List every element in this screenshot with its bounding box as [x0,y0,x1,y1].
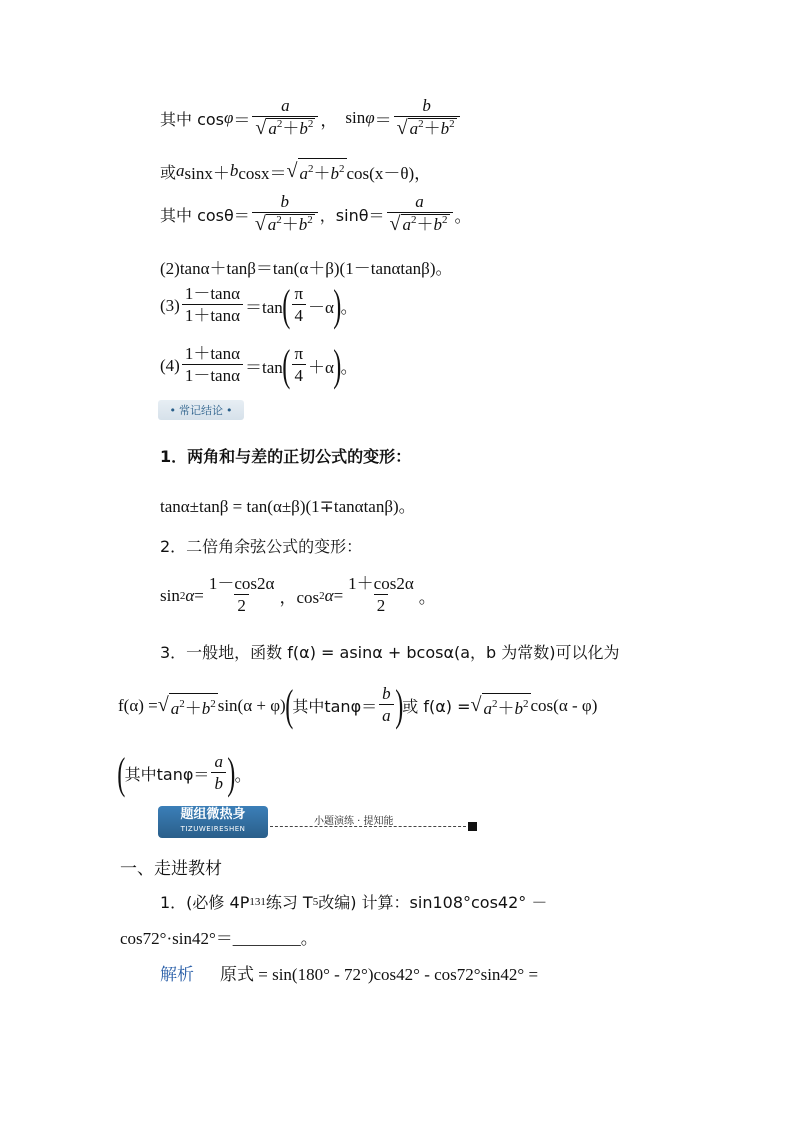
var-a: a [176,161,185,180]
frac-sin-num: 1－cos2α [208,574,275,593]
f-alpha: f(α) = [118,695,158,715]
fraction-theta-b [252,192,318,236]
item-3: (3) $\frac{1-\tan\alpha}{1+\tan\alpha}$ ＝tan ( $\frac{\pi}{4}$ －α ) 。 [160,280,358,330]
equals-2: ＝ [374,110,392,130]
conclusion-2-title: 2．二倍角余弦公式的变形： [160,537,363,556]
text-prefix: 其中 cos [160,109,225,129]
frac-b-a [379,684,394,727]
frac-cos-num: 1＋cos2α [348,574,414,593]
tanphi-text: 其中tanφ＝ [292,697,378,716]
item-3-eq: ＝tan [245,298,283,317]
item-4: (4) $\frac{1+\tan\alpha}{1-\tan\alpha}$ ＝tan ( $\frac{\pi}{4}$ ＋α ) 。 [160,340,358,390]
sinx-part: sinx＋ [184,163,230,183]
item-4-pi-frac [291,344,306,387]
denominator-b: √ $a^2+b^2$ [394,116,460,140]
item-4-num: 1＋tanα [184,344,241,363]
frac-a-b [211,752,226,795]
c3-end: 。 [234,766,252,785]
item-3-den: 1＋tanα [182,304,243,327]
theta-prefix: 其中 cosθ＝ [160,205,250,225]
sin-label: sin [345,108,366,127]
theta-end: 。 [454,206,472,226]
var-b: b [229,161,239,180]
conclusion-2-formula: sin 2 α = $\frac{1-\cos 2\alpha}{2}$ ，cos 2 α = $\frac{1+\cos 2\alpha}{2}$ 。 [160,574,436,615]
fraction-theta-a [387,192,453,236]
item-3-num: 1－tanα [184,284,241,303]
denominator-theta-b: √ $a^2+b^2$ [252,212,318,236]
frac-b-2: b [211,772,226,795]
banner-dashed-line [270,826,466,827]
q1-start: 1．(必修 4P [160,893,250,912]
numerator-b: b [422,96,431,115]
frac-b: b [382,684,391,703]
c2-end: 。 [418,588,436,607]
item-4-eq: ＝tan [245,358,283,377]
phi-symbol: φ [224,108,234,127]
banner-badge [158,806,268,838]
pi: π [294,284,304,303]
item-3-end: 。 [340,298,358,317]
answer-label: 解析 [160,965,194,985]
badge-dot-right: • [226,403,233,417]
banner-title: 题组微热身 [180,807,246,822]
sqrt-ab: $a^2+b^2$ [298,158,347,184]
item-4-label: (4) [160,355,180,375]
sin-text: sin [160,585,180,605]
item-3-label: (3) [160,295,180,315]
denominator: √ $a^2+b^2$ [252,116,318,140]
item-2 [160,254,452,279]
section-badge [158,400,244,420]
cosx-part: cosx＝ [238,163,287,183]
question-1-line2: cos72°·sin42°＝________。 [120,929,318,948]
item-3-fraction [182,284,243,327]
exercise-heading: 一、走进教材 [120,859,222,879]
four: 4 [292,304,307,327]
item-4-tail: ＋α [308,358,334,377]
frac-cos-den: 2 [374,594,389,617]
numerator: a [281,96,290,115]
frac-a: a [379,704,394,727]
tanphi-text-2: 其中tanφ＝ [124,765,210,784]
conclusion-3-title: 3．一般地，函数 f(α) = asinα + bcosα(a，b 为常数)可以化为 [160,643,620,662]
banner-end-square [468,822,477,831]
cos-alpha-phi: cos(α - φ) [530,695,598,715]
badge-dot-left: • [169,403,176,417]
fraction-a [252,96,318,140]
sin-alpha-phi: sin(α + φ) [217,695,286,715]
formula-or: 或 a sinx＋ b cosx＝ √ $a^2+b^2$ cos(x－θ)， [160,159,432,183]
banner-right-text: 小题演练 · 提知能 [314,816,394,827]
numerator-theta-a: a [415,192,424,211]
equals: ＝ [233,110,251,130]
theta-sep: ，sinθ＝ [319,205,385,225]
banner-subtitle: TIZUWEIRESHEN [180,825,246,833]
cos-tail: cos(x－θ)， [346,163,432,183]
frac-cos-sq [345,574,417,617]
denominator-theta-a: √ $a^2+b^2$ [387,212,453,236]
cos-text: ，cos [279,588,320,607]
item-3-pi-frac [291,284,306,327]
q1-mid: 练习 T [265,893,313,912]
item-3-tail: －α [308,298,334,317]
frac-a-2: a [214,752,223,771]
fraction-b [394,96,460,140]
phi-symbol-2: φ [365,108,375,127]
item-4-den: 1－tanα [182,364,243,387]
frac-sin-sq [206,574,278,617]
item-4-end: 。 [340,358,358,377]
formula-theta [160,192,472,236]
or-text: 或 [160,162,177,182]
q1-tail: 改编) 计算：sin108°cos42° － [318,893,548,912]
formula-cos-sin-phi [160,96,462,140]
pi-2: π [294,344,304,363]
badge-label: 常记结论 [179,404,223,417]
item-4-fraction [182,344,243,387]
section-banner [158,804,484,842]
or-f-alpha: 或 f(α) = [402,697,471,716]
frac-sin-den: 2 [234,594,249,617]
question-1-line1: 1．(必修 4P 131 练习 T 5 改编) 计算：sin108°cos42° － [160,890,547,913]
numerator-theta-b: b [280,192,290,211]
conclusion-3-line2: ( 其中tanφ＝ $\frac{a}{b}$ ) 。 [117,748,252,798]
conclusion-1-formula: tanα±tanβ = tan(α±β)(1∓tanαtanβ)。 [160,497,416,516]
conclusion-1-title: 1．两角和与差的正切公式的变形： [160,447,412,466]
answer-line [160,960,538,985]
separator: ， [320,110,338,130]
conclusion-3-line1: f(α) = √ $a^2+b^2$ sin(α + φ) ( 其中tanφ＝ $\frac{b}{a}$ ) 或 f(α) = √ $a^2+b^2$ cos(α - φ) [118,680,598,730]
answer-text: 原式 = sin(180° - 72°)cos42° - cos72°sin42° = [220,965,539,984]
item-2-text: (2)tanα＋tanβ＝tan(α＋β)(1－tanαtanβ)。 [160,259,453,278]
four-2: 4 [292,364,307,387]
